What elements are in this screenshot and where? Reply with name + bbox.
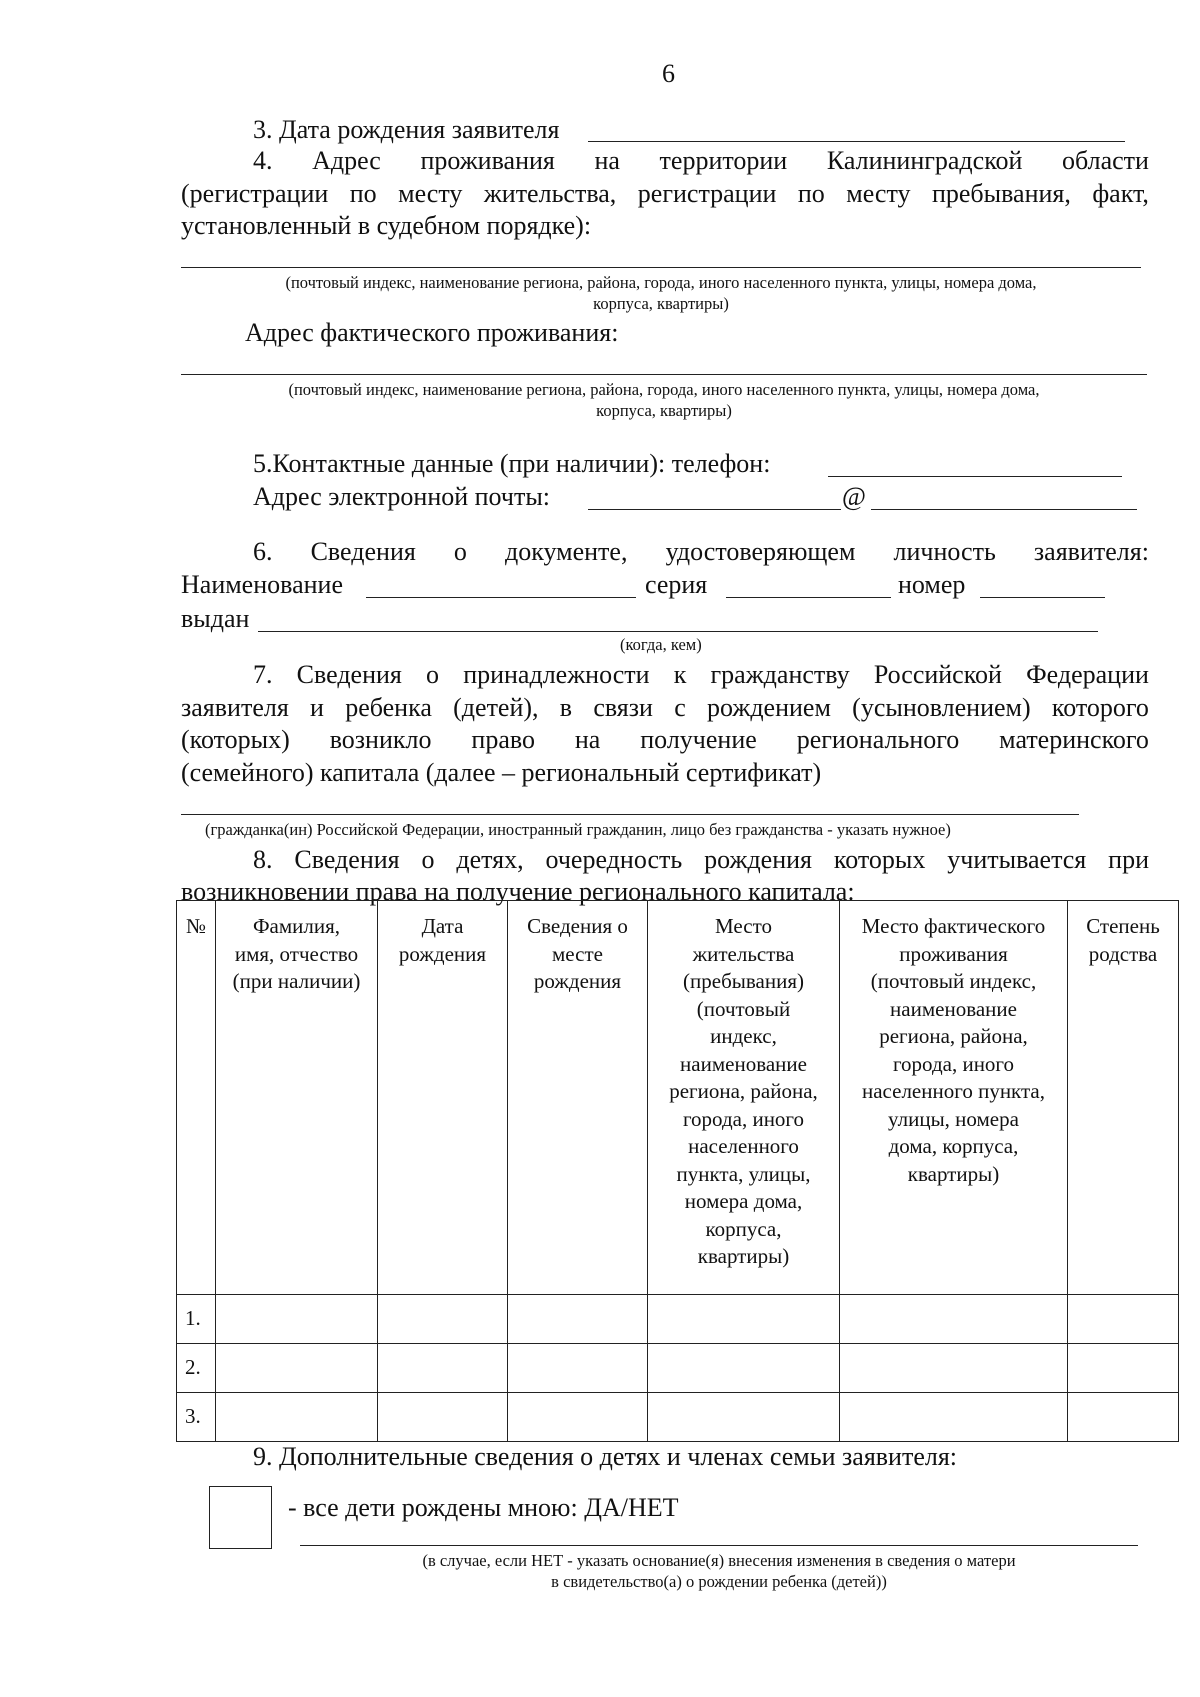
word: при [1108, 845, 1149, 874]
item7-line2 [181, 692, 1149, 724]
header-line: Место [715, 914, 772, 938]
word: и [310, 693, 324, 722]
header-line: Сведения о [527, 914, 628, 938]
cell-full-name[interactable] [216, 1295, 378, 1344]
header-line: населенного [688, 1134, 799, 1158]
children-table [176, 900, 1179, 1442]
cell-full-name[interactable] [216, 1393, 378, 1442]
table-header-row [177, 901, 1179, 1295]
citizenship-field[interactable] [181, 814, 1079, 815]
word: 4. [253, 146, 273, 175]
word: которых [833, 845, 926, 874]
header-line: дома, корпуса, [888, 1134, 1019, 1158]
email-at-sign: @ [842, 482, 866, 511]
phone-field[interactable] [828, 476, 1122, 477]
header-line: Дата [421, 914, 464, 938]
word: о [421, 845, 435, 874]
cell-relationship[interactable] [1068, 1393, 1179, 1442]
header-line: рождения [398, 941, 487, 966]
row-number: 3. [177, 1393, 216, 1442]
header-line: квартиры) [907, 1161, 1000, 1186]
word: Калининградской [826, 146, 1023, 175]
actual-address-label: Адрес фактического проживания: [245, 318, 619, 347]
header-line: квартиры) [697, 1244, 790, 1268]
header-birth-place [508, 901, 648, 1295]
word: (усыновлением) [852, 693, 1031, 722]
word: (регистрации [181, 179, 329, 208]
header-line: наименование [890, 996, 1017, 1021]
registration-address-hint-1: (почтовый индекс, наименование региона, района, города, иного населенного пункта, улицы, номера дома, [285, 273, 1037, 292]
word: рождения [704, 845, 812, 874]
birth-date-label: 3. Дата рождения заявителя [253, 115, 560, 144]
cell-actual-residence[interactable] [840, 1295, 1068, 1344]
actual-address-hint-1: (почтовый индекс, наименование региона, района, города, иного населенного пункта, улицы, номера дома, [288, 380, 1040, 399]
word: удостоверяющем [665, 537, 856, 566]
word: (детей), [453, 693, 539, 722]
citizenship-hint: (гражданка(ин) Российской Федерации, иностранный гражданин, лицо без гражданства - указать нужное) [205, 820, 951, 839]
header-line: Место фактического [861, 914, 1046, 938]
word: Сведения [294, 845, 400, 874]
word: жительства, [483, 179, 617, 208]
cell-full-name[interactable] [216, 1344, 378, 1393]
header-line: имя, отчество [234, 941, 359, 966]
header-line: месте [552, 941, 603, 966]
word: принадлежности [463, 660, 650, 689]
word: по [349, 179, 377, 208]
all-children-born-checkbox[interactable] [209, 1486, 272, 1549]
phone-label: 5.Контактные данные (при наличии): телефон: [253, 449, 771, 478]
word: очередность [545, 845, 683, 874]
word: в [559, 693, 573, 722]
document-name-field[interactable] [366, 597, 636, 598]
cell-residence[interactable] [648, 1344, 840, 1393]
issued-label: выдан [181, 604, 250, 633]
header-actual-residence [840, 901, 1068, 1295]
header-line: индекс, [710, 1024, 777, 1048]
word: территории [659, 146, 788, 175]
word: детях, [456, 845, 524, 874]
document-name-label: Наименование [181, 570, 343, 599]
word: документе, [505, 537, 628, 566]
issued-field[interactable] [258, 631, 1098, 632]
registration-address-hint-2: корпуса, квартиры) [593, 294, 729, 313]
header-residence [648, 901, 840, 1295]
word: материнского [999, 725, 1149, 754]
word: месту [398, 179, 463, 208]
header-line: корпуса, [705, 1216, 782, 1241]
word: гражданству [710, 660, 850, 689]
cell-relationship[interactable] [1068, 1295, 1179, 1344]
all-children-born-label: - все дети рождены мною: ДА/НЕТ [288, 1493, 679, 1522]
header-line: № [185, 914, 207, 938]
word: по [797, 179, 825, 208]
word: Федерации [1026, 660, 1149, 689]
issued-hint: (когда, кем) [620, 635, 702, 654]
document-number-field[interactable] [980, 597, 1105, 598]
table-row [177, 1344, 1179, 1393]
page-number: 6 [662, 59, 675, 88]
header-line: пункта, улицы, [676, 1161, 811, 1186]
header-line: наименование [680, 1051, 807, 1076]
cell-residence[interactable] [648, 1295, 840, 1344]
row-number: 1. [177, 1295, 216, 1344]
header-relationship [1068, 901, 1179, 1295]
cell-residence[interactable] [648, 1393, 840, 1442]
word: право [471, 725, 535, 754]
item8-line2: возникновении права на получение регионального капитала: [181, 877, 855, 906]
cell-actual-residence[interactable] [840, 1393, 1068, 1442]
word: области [1062, 146, 1149, 175]
cell-birth-place[interactable] [508, 1393, 648, 1442]
header-line: Фамилия, [252, 914, 341, 938]
table-row [177, 1295, 1179, 1344]
header-birth-date [378, 901, 508, 1295]
header-line: (почтовый индекс, [870, 969, 1037, 993]
change-basis-hint-1: (в случае, если НЕТ - указать основание(я) внесения изменения в сведения о матери [422, 1551, 1016, 1570]
word: 6. [253, 537, 273, 566]
header-line: города, иного [892, 1051, 1015, 1076]
actual-address-hint-2: корпуса, квартиры) [596, 401, 732, 420]
header-line: родства [1088, 941, 1158, 966]
document-series-label: серия [645, 570, 708, 599]
item9-label: 9. Дополнительные сведения о детях и членах семьи заявителя: [253, 1442, 958, 1471]
word: 8. [253, 845, 273, 874]
email-label: Адрес электронной почты: [253, 482, 551, 511]
word: которого [1051, 693, 1149, 722]
word: получение [640, 725, 757, 754]
header-line: региона, района, [879, 1024, 1028, 1048]
header-line: города, иного [682, 1106, 805, 1131]
cell-actual-residence[interactable] [840, 1344, 1068, 1393]
word: личность [893, 537, 996, 566]
document-series-field[interactable] [726, 597, 891, 598]
email-user-field[interactable] [588, 509, 841, 510]
word: (которых) [181, 725, 290, 754]
change-basis-field[interactable] [300, 1545, 1138, 1546]
document-number-label: номер [898, 570, 966, 599]
word: заявителя: [1033, 537, 1149, 566]
header-line: (пребывания) [683, 969, 804, 993]
cell-birth-date[interactable] [378, 1344, 508, 1393]
word: Адрес [312, 146, 381, 175]
word: учитывается [947, 845, 1087, 874]
word: регионального [796, 725, 960, 754]
word: на [594, 146, 620, 175]
header-line: населенного пункта, [862, 1079, 1045, 1103]
table-row [177, 1393, 1179, 1442]
item4-line2 [181, 178, 1149, 210]
word: о [453, 537, 467, 566]
word: 7. [253, 660, 273, 689]
registration-address-field[interactable] [181, 267, 1141, 268]
word: факт, [1092, 179, 1149, 208]
word: Сведения [310, 537, 416, 566]
item4-line3: установленный в судебном порядке): [181, 211, 592, 240]
header-line: (почтовый [696, 996, 791, 1021]
word: о [426, 660, 440, 689]
header-line: улицы, номера [888, 1106, 1019, 1131]
header-line: проживания [899, 941, 1008, 966]
word: возникло [329, 725, 432, 754]
cell-relationship[interactable] [1068, 1344, 1179, 1393]
item6-line1 [253, 536, 1149, 568]
word: с [674, 693, 686, 722]
item7-line4: (семейного) капитала (далее – региональный сертификат) [181, 758, 822, 787]
word: на [574, 725, 601, 754]
cell-birth-place[interactable] [508, 1295, 648, 1344]
word: регистрации [637, 179, 777, 208]
header-line: номера дома, [684, 1189, 803, 1213]
item8-line1 [253, 844, 1149, 876]
header-line: жительства [692, 941, 795, 966]
header-line: Степень [1086, 914, 1160, 938]
header-full-name [216, 901, 378, 1295]
cell-birth-place[interactable] [508, 1344, 648, 1393]
actual-address-field[interactable] [181, 374, 1147, 375]
word: к [673, 660, 687, 689]
header-line: (при наличии) [232, 969, 361, 993]
word: ребенка [345, 693, 432, 722]
word: заявителя [181, 693, 289, 722]
change-basis-hint-2: в свидетельство(а) о рождении ребенка (детей)) [551, 1572, 887, 1591]
header-line: региона, района, [669, 1079, 818, 1103]
item7-line1 [253, 659, 1149, 691]
cell-birth-date[interactable] [378, 1393, 508, 1442]
email-domain-field[interactable] [871, 509, 1137, 510]
item7-line3 [181, 724, 1149, 756]
header-line: рождения [533, 969, 622, 993]
item4-line1 [253, 145, 1149, 177]
word: Сведения [296, 660, 402, 689]
cell-birth-date[interactable] [378, 1295, 508, 1344]
word: Российской [873, 660, 1002, 689]
word: рождением [707, 693, 831, 722]
word: месту [846, 179, 911, 208]
word: проживания [420, 146, 555, 175]
word: пребывания, [931, 179, 1071, 208]
birth-date-field[interactable] [588, 141, 1125, 142]
word: связи [593, 693, 653, 722]
row-number: 2. [177, 1344, 216, 1393]
header-number [177, 901, 216, 1295]
